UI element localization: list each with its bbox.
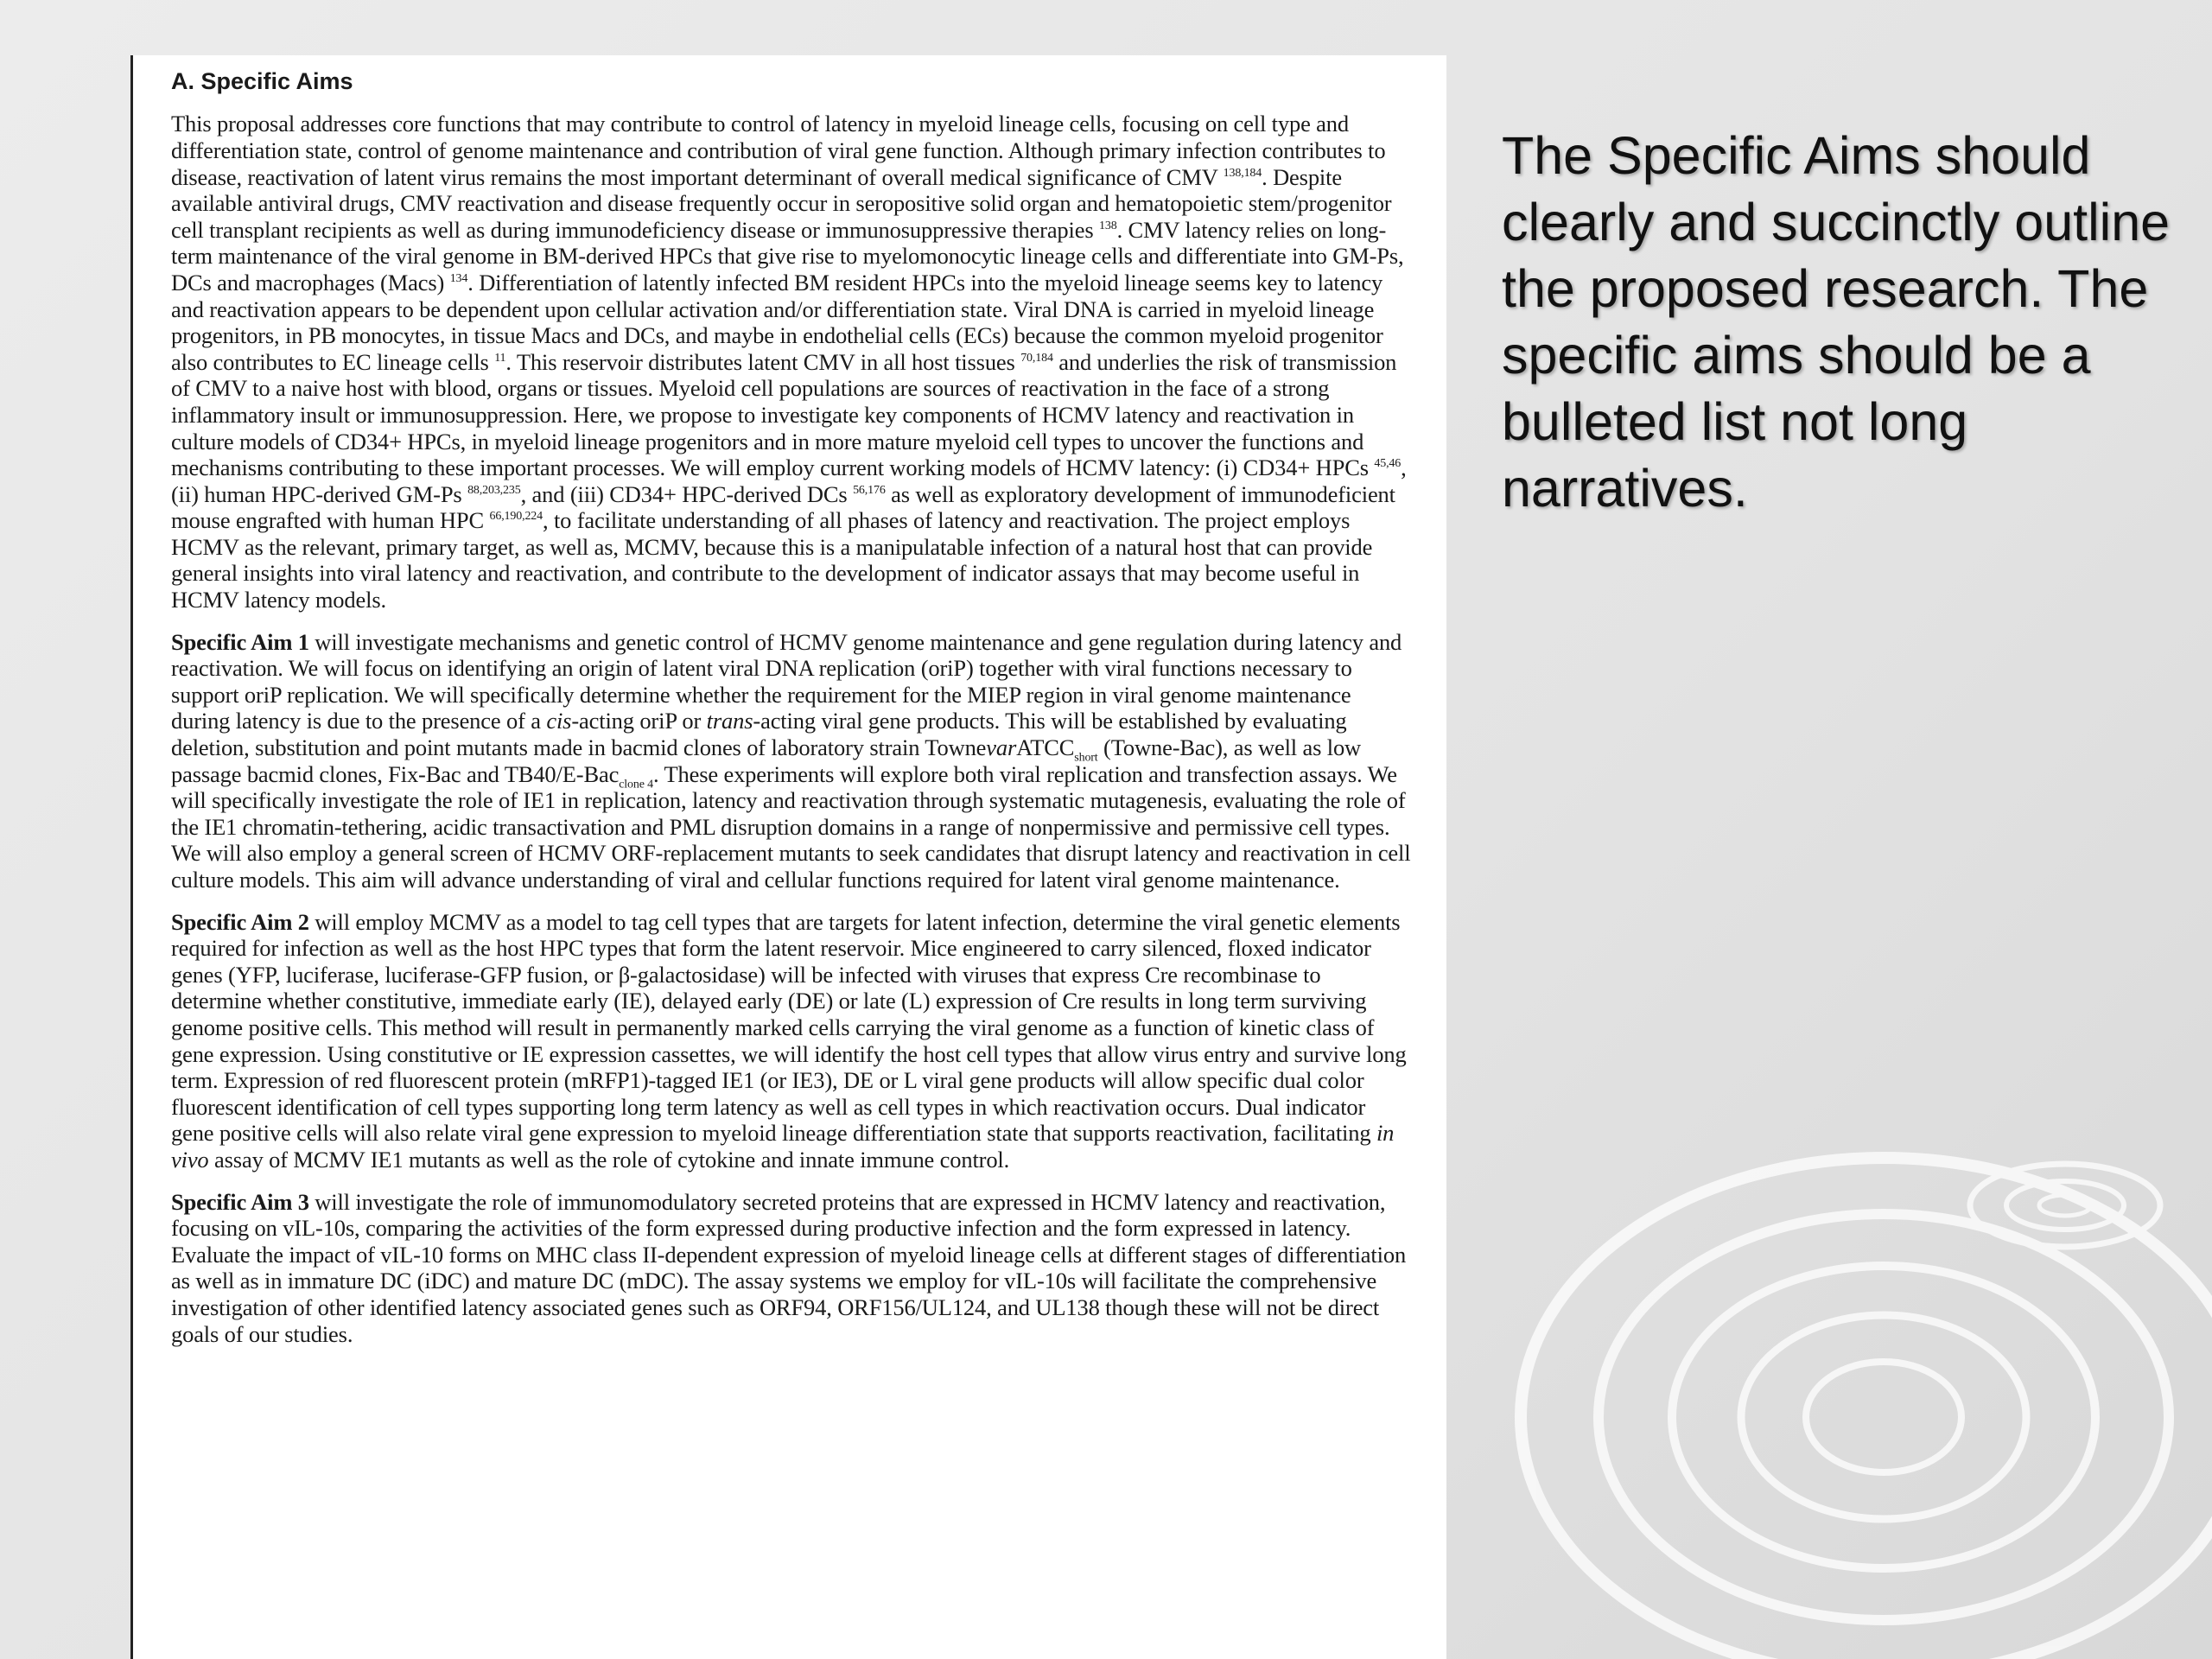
citation-superscript: 45,46 [1374, 457, 1402, 471]
citation-superscript: 11 [494, 351, 506, 365]
aim-label: Specific Aim 1 [171, 628, 309, 655]
aim-1-paragraph: Specific Aim 1 will investigate mechanisms and genetic control of HCMV genome maintenance and gene regulation during latency and reactivation. We will focus on identifying an origin of latent viral DNA replication (oriP) together with viral functions necessary to support oriP replication. We will specifically determine whether the requirement for the MIEP region in viral genome maintenance during latency is due to the presence of a cis-acting oriP or trans-acting viral gene products. This will be established by evaluating deletion, substitution and point mutants made in bacmid clones of laboratory strain TownevarATCC$_{short}$ (Towne-Bac), as well as low passage bacmid clones, Fix-Bac and TB40/E-Bac$_{clone 4}$. These experiments will explore both viral replication and transfection assays. We will specifically investigate the role of IE1 in replication, latency and reactivation through systematic mutagenesis, evaluating the role of the IE1 chromatin-tethering, acidic transactivation and PML disruption domains in a range of nonpermissive and permissive cell types. We will also employ a general screen of HCMV ORF-replacement mutants to seek candidates that disrupt latency and reactivation in cell culture models. This aim will advance understanding of viral and cellular functions required for latent viral genome maintenance. [171, 628, 1411, 893]
subscript-text: short [1074, 751, 1098, 765]
aim-2-paragraph: Specific Aim 2 will employ MCMV as a model to tag cell types that are targets for latent infection, determine the viral genetic elements required for infection as well as the host HPC types that form the latent reservoir. Mice engineered to carry silenced, floxed indicator genes (YFP, luciferase, luciferase-GFP fusion, or β-galactosidase) will be infected with viruses that express Cre recombinase to determine whether constitutive, immediate early (IE), delayed early (DE) or late (L) expression of Cre results in long term surviving genome positive cells. This method will result in permanently marked cells carrying the viral genome as a function of kinetic class of gene expression. Using constitutive or IE expression cassettes, we will identify the host cell types that allow virus entry and survive long term. Expression of red fluorescent protein (mRFP1)-tagged IE1 (or IE3), DE or L viral gene products will allow specific dual color fluorescent identification of cell types supporting long term latency as well as cell types in which reactivation occurs. Dual indicator gene positive cells will also relate viral gene expression to myeloid lineage differentiation state that supports reactivation, facilitating in vivo assay of MCMV IE1 mutants as well as the role of cytokine and innate immune control. [171, 908, 1407, 1173]
slide-note-text: The Specific Aims should clearly and succinctly outline the proposed research. The specific aims should be a bulleted list not long narratives. [1502, 126, 2171, 518]
italic-term: var [986, 734, 1017, 761]
aim-label: Specific Aim 2 [171, 908, 309, 935]
citation-superscript: 88,203,235 [467, 483, 521, 497]
document-page [130, 55, 1446, 1659]
document-heading: A. Specific Aims [171, 68, 353, 94]
italic-term: cis [546, 708, 572, 734]
citation-superscript: 134 [449, 272, 468, 286]
italic-term: trans [706, 708, 753, 734]
aim-3-paragraph: Specific Aim 3 will investigate the role of immunomodulatory secreted proteins that are expressed in HCMV latency and reactivation, focusing on vIL-10s, comparing the activities of the form expressed during productive infection and the form expressed in latency. Evaluate the impact of vIL-10 forms on MHC class II-dependent expression of myeloid lineage cells at different stages of differentiation as well as in immature DC (iDC) and mature DC (mDC). The assay systems we employ for vIL-10s will facilitate the comprehensive investigation of other identified latency associated genes such as ORF94, ORF156/UL124, and UL138 though these will not be direct goals of our studies. [171, 1188, 1407, 1347]
citation-superscript: 138 [1099, 219, 1117, 232]
aim-label: Specific Aim 3 [171, 1188, 309, 1215]
citation-superscript: 138,184 [1223, 166, 1262, 180]
subscript-text: clone 4 [619, 777, 653, 791]
citation-superscript: 56,176 [853, 483, 886, 497]
italic-term: in vivo [171, 1120, 1395, 1173]
intro-paragraph: This proposal addresses core functions that may contribute to control of latency in myeloid lineage cells, focusing on cell type and differentiation state, control of genome maintenance and contribution of viral gene function. Although primary infection contributes to disease, reactivation of latent virus remains the most important determinant of overall medical significance of CMV $^{138,184}$. Despite available antiviral drugs, CMV reactivation and disease frequently occur in seropositive solid organ and hematopoietic stem/progenitor cell transplant recipients as well as during immunodeficiency disease or immunosuppressive therapies $^{138}$. CMV latency relies on long-term maintenance of the viral genome in BM-derived HPCs that give rise to myelomonocytic lineage cells and differentiate into GM-Ps, DCs and macrophages (Macs) $^{134}$. Differentiation of latently infected BM resident HPCs into the myeloid lineage seems key to latency and reactivation appears to be dependent upon cellular activation and/or differentiation state. Viral DNA is carried in myeloid lineage progenitors, in PB monocytes, in tissue Macs and DCs, and maybe in endothelial cells (ECs) because the common myeloid progenitor also contributes to EC lineage cells $^{11}$. This reservoir distributes latent CMV in all host tissues $^{70,184}$ and underlies the risk of transmission of CMV to a naive host with blood, organs or tissues. Myeloid cell populations are sources of reactivation in the face of a strong inflammatory insult or immunosuppression. Here, we propose to investigate key components of HCMV latency and reactivation in culture models of CD34+ HPCs, in myeloid lineage progenitors and in more mature myeloid cell types to uncover the functions and mechanisms contributing to these important processes. We will employ current working models of HCMV latency: (i) CD34+ HPCs $^{45,46}$, (ii) human HPC-derived GM-Ps $^{88,203,235}$, and (iii) CD34+ HPC-derived DCs $^{56,176}$ as well as exploratory development of immunodeficient mouse engrafted with human HPC $^{66,190,224}$, to facilitate understanding of all phases of latency and reactivation. The project employs HCMV as the relevant, primary target, as well as, MCMV, because this is a manipulatable infection of a natural host that can provide general insights into viral latency and reactivation, and contribute to the development of indicator assays that may become useful in HCMV latency models. [171, 111, 1407, 613]
citation-superscript: 70,184 [1020, 351, 1053, 365]
citation-superscript: 66,190,224 [489, 510, 543, 524]
